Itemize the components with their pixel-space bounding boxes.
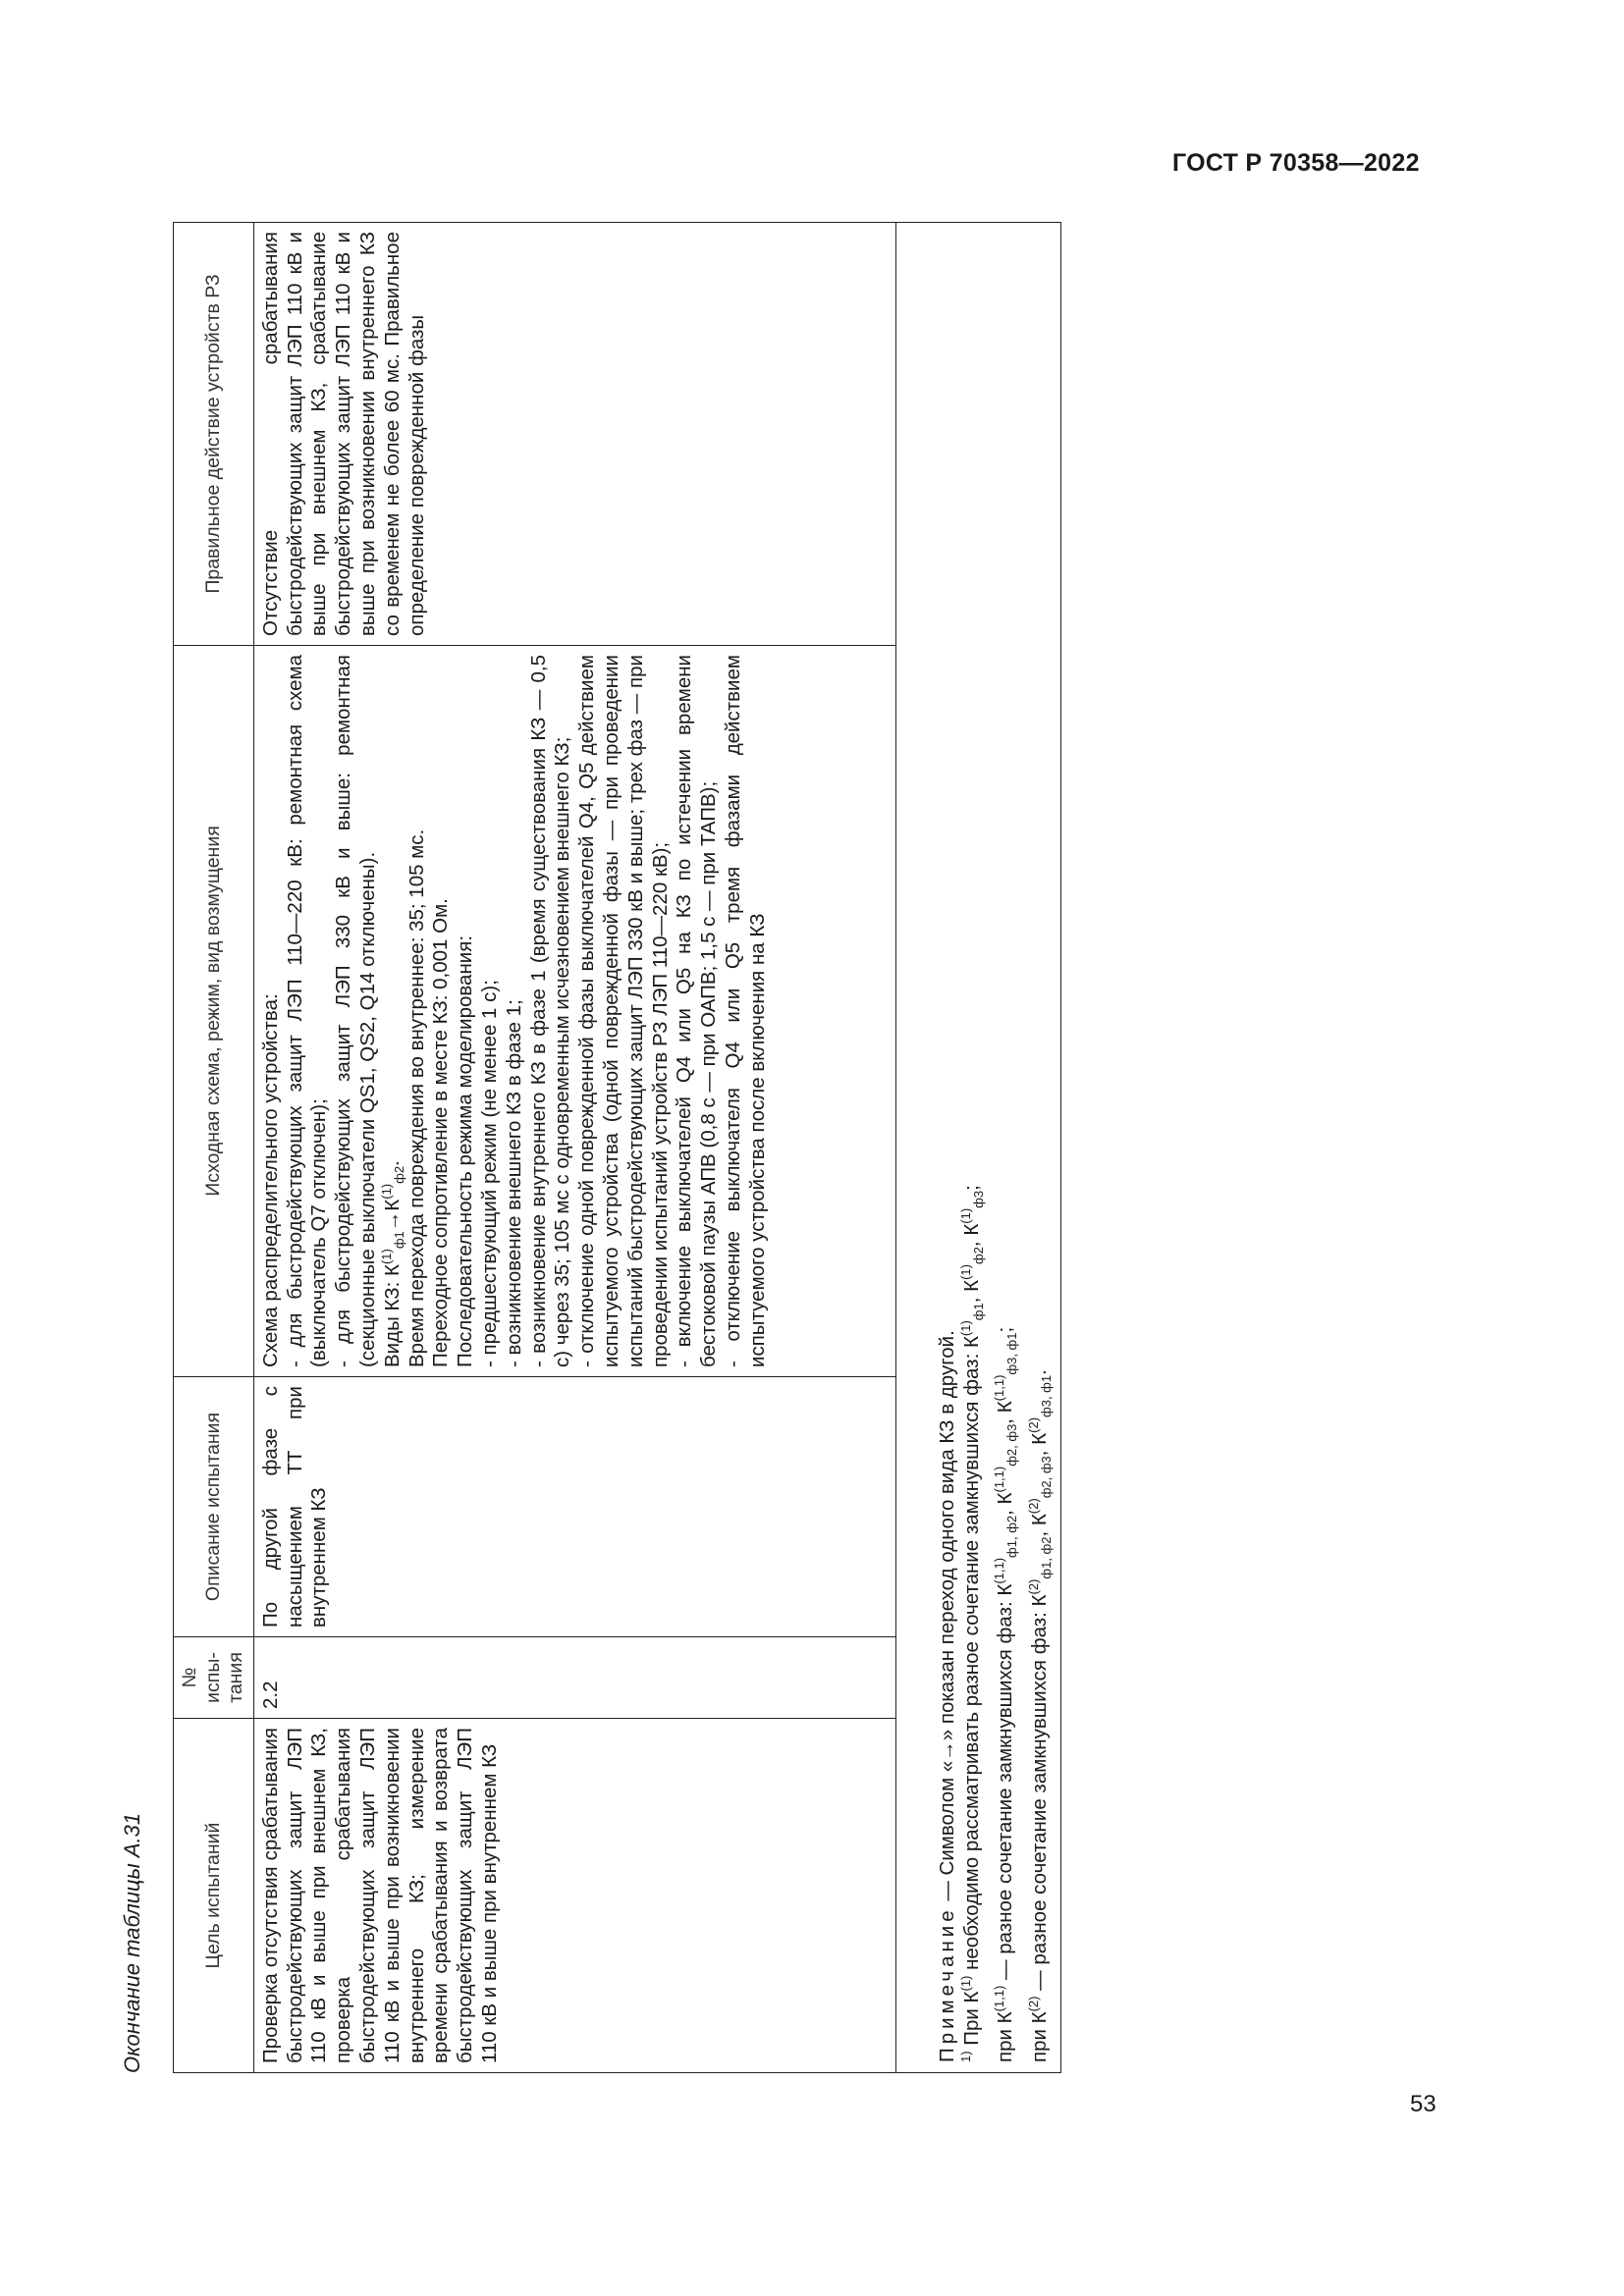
sub: ф1, ф2 [1039, 1536, 1055, 1579]
sup: (2) [1026, 1996, 1042, 2012]
text: — Символом «→» показан переход одного вида КЗ в другой. [935, 1330, 958, 1907]
sup: (2) [1026, 1416, 1042, 1433]
sup: (1,1) [992, 1466, 1007, 1493]
test-table [173, 222, 1061, 2073]
header-number: № испы-тания [174, 1637, 254, 1719]
header-scheme: Исходная схема, режим, вид возмущения [174, 646, 254, 1377]
sup: (1) [957, 1320, 973, 1337]
sup: (1) [378, 1249, 394, 1265]
scheme-line: Схема распределительного устройства: [258, 993, 282, 1367]
sub: ф2 [391, 1165, 406, 1184]
document-code: ГОСТ Р 70358—2022 [1172, 149, 1420, 177]
sup: (1) [957, 1264, 973, 1280]
text: Виды КЗ: К [380, 1264, 404, 1367]
cell-number: 2.2 [253, 1637, 895, 1719]
note-row [896, 223, 1061, 2073]
sup: (1,1) [992, 1557, 1007, 1584]
sub: ф1 [391, 1231, 406, 1250]
scheme-line: Время перехода повреждения во внутреннее: 35; 105 мс. [405, 828, 428, 1367]
header-goal: Цель испытаний [174, 1719, 254, 2073]
text: →К [380, 1199, 404, 1232]
sub: ф2, ф3 [1039, 1456, 1055, 1499]
sup: 1) [957, 2051, 973, 2062]
sub: ф2, ф3 [1004, 1423, 1020, 1467]
sup: (2) [1026, 1578, 1042, 1595]
header-description: Описание испытания [174, 1377, 254, 1637]
table-header-row [174, 223, 254, 2073]
cell-action: Отсутствие срабатывания быстродействующих защит ЛЭП 110 кВ и выше при внешнем КЗ, срабатывание быстродействующих защит ЛЭП 110 кВ и выше при возникновении внутреннего КЗ со временем не более 60 мс. Правильное определение поврежденной фазы [253, 223, 895, 646]
footnote-3: при $К^{(2)}$ — разное сочетание замкнувшихся фаз: $К^{(2)}_{ф1, ф2}$, $К^{(2)}_{ф2, ф3}$, $К^{(2)}_{ф3, ф1}$. [1026, 1369, 1055, 2062]
text: При К [959, 1991, 983, 2052]
text: , [994, 1504, 1017, 1516]
cell-description: По другой фазе с насыщением ТТ при внутреннем КЗ [253, 1377, 895, 1637]
sub: ф3, ф1 [1004, 1332, 1020, 1375]
scheme-line: - отключение выключателя Q4 или Q5 тремя фазами действием испытуемого устройства после включения на КЗ [721, 655, 769, 1367]
scheme-line: Переходное сопротивление в месте КЗ: 0,001 Ом. [429, 898, 453, 1367]
table-note [896, 223, 1061, 2073]
text: , [1028, 1444, 1052, 1457]
scheme-line: - для быстродействующих защит ЛЭП 110—220 кВ: ремонтная схема (выключатель Q7 отключен); [283, 655, 331, 1367]
text: при К [994, 2011, 1017, 2062]
page-number: 53 [1410, 2091, 1436, 2117]
scheme-line: - возникновение внешнего КЗ в фазе 1; [502, 999, 525, 1367]
sup: (1) [957, 1975, 973, 1992]
scheme-fault-types [378, 655, 406, 1367]
sub: ф1, ф2 [1004, 1515, 1020, 1558]
table-row [253, 223, 895, 2073]
text: при К [1028, 2011, 1052, 2062]
scheme-line: - отключение одной поврежденной фазы выключателей Q4, Q5 действием испытуемого устройства (одной поврежденной фазы — при проведении испытаний быстродействующих защит ЛЭП 330 кВ и выше; трех фаз — при проведении испытаний устройств РЗ ЛЭП 110—220 кВ); [575, 655, 672, 1367]
text: необходимо рассматривать разное сочетание замкнувшихся фаз: К [959, 1336, 983, 1976]
scheme-line: - возникновение внутреннего КЗ в фазе 1 (время существования КЗ — 0,5 с) через 35; 105 мс с одновременным исчезновением внешнего КЗ; [526, 655, 574, 1367]
text: . [380, 1160, 404, 1166]
text: ; [994, 1326, 1017, 1333]
footnote-1: $^{1)}$ При $К^{(1)}$ необходимо рассматривать разное сочетание замкнувшихся фаз: $К^{(1)}_{ф1}$, $К^{(1)}_{ф2}$, $К^{(1)}_{ф3}$; [957, 1185, 986, 2062]
sub: ф1 [970, 1303, 986, 1321]
text: , [959, 1235, 983, 1248]
text: — разное сочетание замкнувшихся фаз: К [1028, 1594, 1052, 1997]
cell-goal: Проверка отсутствия срабатывания быстродействующих защит ЛЭП 110 кВ и выше при внешнем КЗ, проверка срабатывания быстродействующих защит ЛЭП 110 кВ и выше при возникновении внутреннего КЗ; измерение времени срабатывания и возврата быстродействующих защит ЛЭП 110 кВ и выше при внутреннем КЗ [253, 1719, 895, 2073]
text: , [1028, 1525, 1052, 1537]
sup: (1) [378, 1183, 394, 1200]
scheme-line: Последовательность режима моделирования: [454, 934, 477, 1367]
scheme-line: - включение выключателей Q4 или Q5 на КЗ по истечении времени бестоковой паузы АПВ (0,8 с — при ОАПВ; 1,5 с — при ТАПВ); [673, 655, 721, 1367]
scheme-line: - предшествующий режим (не менее 1 с); [477, 980, 501, 1367]
sup: (1,1) [992, 1374, 1007, 1402]
sup: (1) [957, 1207, 973, 1224]
text: , [959, 1291, 983, 1304]
sup: (1,1) [992, 1985, 1007, 2012]
text: ; [959, 1185, 983, 1191]
table-caption: Окончание таблицы А.31 [120, 1812, 144, 2073]
note-line [936, 233, 960, 2062]
scheme-line: - для быстродействующих защит ЛЭП 330 кВ и выше: ремонтная (секционные выключатели QS1, QS2, Q14 отключены). [332, 655, 379, 1367]
text: — разное сочетание замкнувшихся фаз: К [994, 1583, 1017, 1986]
footnote-2: при К$^{(1,1)}$ — разное сочетание замкнувшихся фаз: К$^{(1,1)}_{ф1, ф2}$, К$^{(1,1)}_{ф2, ф3}$, К$^{(1,1)}_{ф3, ф1}$; [992, 1326, 1020, 2062]
cell-scheme [253, 646, 895, 1377]
text: . [1028, 1369, 1052, 1375]
note-label: Примечание [935, 1906, 958, 2062]
sub: ф3 [970, 1190, 986, 1208]
sup: (2) [1026, 1498, 1042, 1515]
sub: ф2 [970, 1247, 986, 1265]
sub: ф3, ф1 [1039, 1374, 1055, 1417]
text: , [994, 1413, 1017, 1424]
header-action: Правильное действие устройств РЗ [174, 223, 254, 646]
rotated-table-block [120, 223, 1127, 2073]
